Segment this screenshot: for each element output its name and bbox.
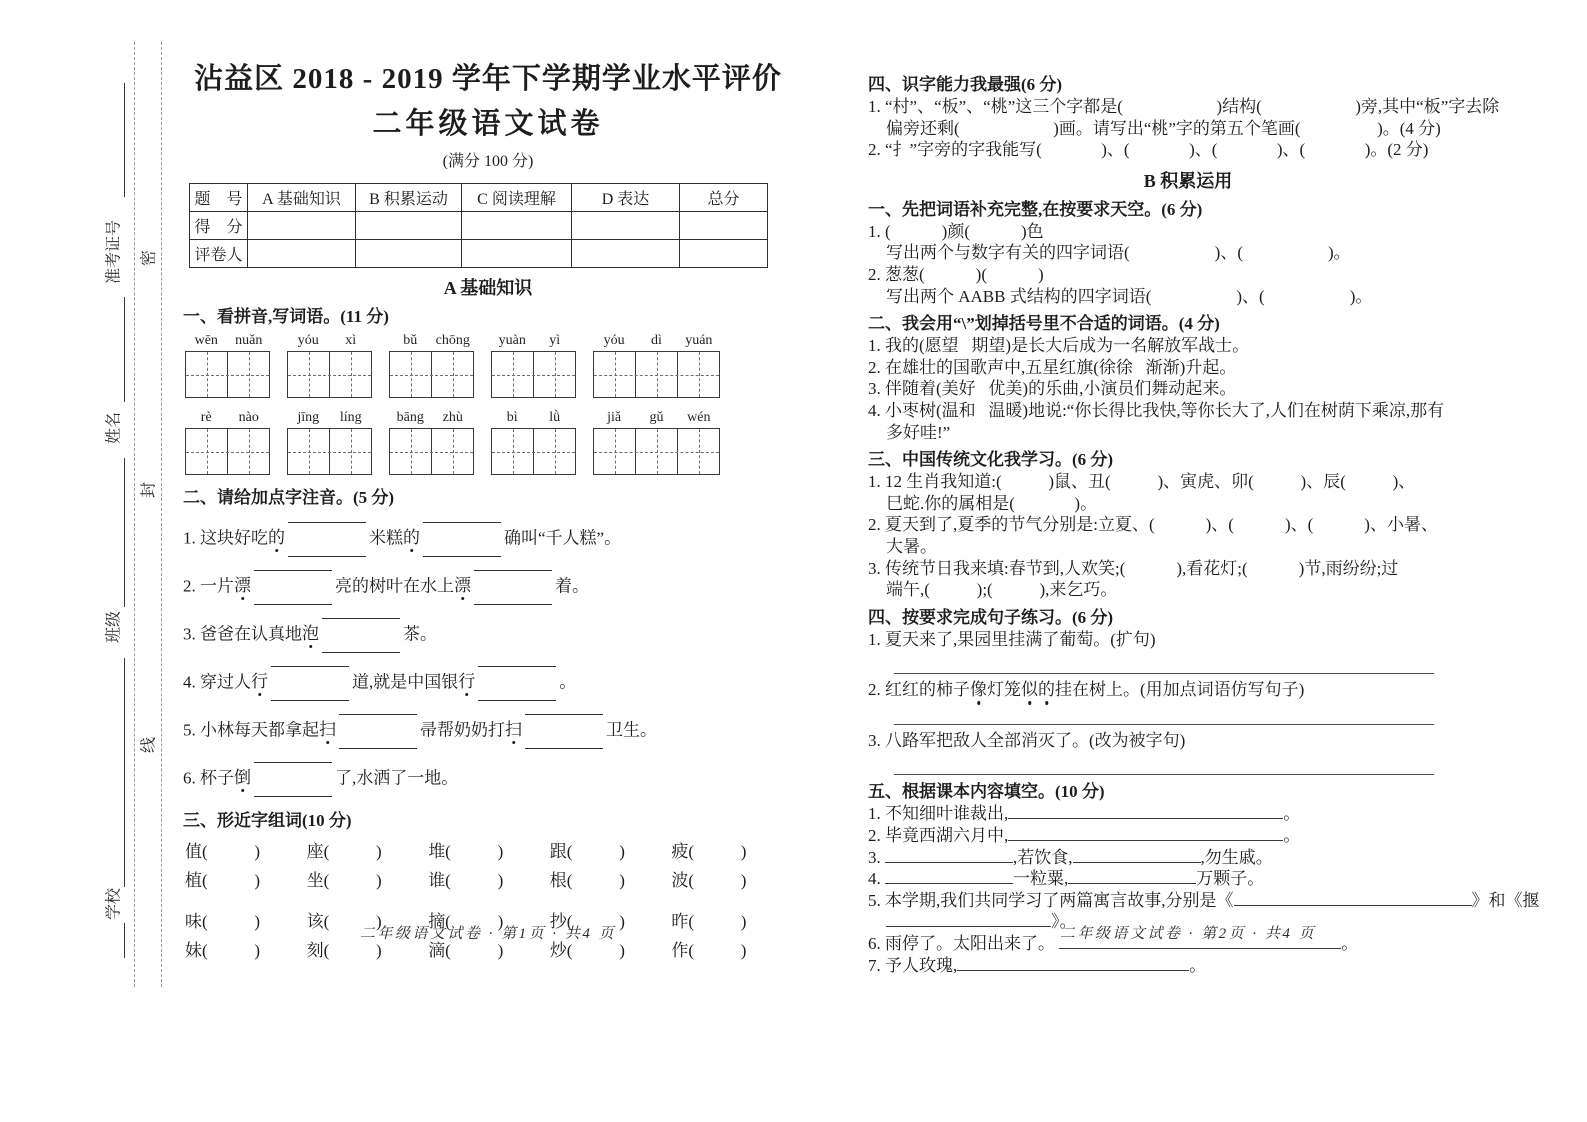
pinyin-syllable: xì xyxy=(345,333,357,348)
question-line: 大暑。 xyxy=(886,536,937,556)
pinyin-box-group xyxy=(185,410,270,475)
writing-grid-cell xyxy=(678,429,719,474)
dotted-char: 扫 xyxy=(505,715,522,740)
paper-title-line1: 沾益区 2018 - 2019 学年下学期学业水平评价 xyxy=(194,63,782,95)
pinyin-syllables xyxy=(287,410,372,426)
word-building-item: 座( ) xyxy=(306,842,382,861)
writing-grid-cell xyxy=(228,352,269,397)
writing-grid-cell xyxy=(390,429,432,474)
pinyin-answer-blank xyxy=(474,570,552,605)
word-building-item: 坐( ) xyxy=(306,871,382,890)
pinyin-syllable: chōng xyxy=(435,333,470,348)
writing-grid-cell xyxy=(228,429,269,474)
pinyin-box-row xyxy=(185,410,793,475)
question-line xyxy=(868,803,1508,825)
score-empty-cell xyxy=(680,212,768,240)
pinyin-syllables xyxy=(287,333,372,349)
full-score-note: (满分 100 分) xyxy=(442,153,534,170)
pinyin-syllable: lǜ xyxy=(549,410,561,425)
text-segment: 挂在树上。(用加点词语仿写句子) xyxy=(1055,680,1305,700)
pinyin-syllable: nào xyxy=(238,410,259,425)
question-line xyxy=(868,890,1540,912)
text-segment: 着。 xyxy=(555,576,589,596)
word-building-item: 滴( ) xyxy=(428,941,504,960)
text-segment: 确叫“千人糕”。 xyxy=(504,528,622,548)
text-segment: 帚帮奶奶打 xyxy=(420,720,505,740)
score-row xyxy=(190,212,768,240)
class-label: 班级 xyxy=(105,610,123,644)
pinyin-syllables xyxy=(389,333,474,349)
seal-char-feng: 封 xyxy=(140,481,158,499)
question-line: 1. 我的(愿望 期望)是长大后成为一名解放军战士。 xyxy=(868,336,1250,356)
score-header-cell: B 积累运动 xyxy=(356,184,462,212)
score-table xyxy=(189,183,768,268)
question-line xyxy=(868,868,1508,890)
answer-blank xyxy=(1008,825,1283,841)
pinyin-syllable: líng xyxy=(339,410,362,425)
writing-grid-cell xyxy=(330,429,371,474)
text-segment: 2. 红红的柿子 xyxy=(868,680,970,700)
writing-grid-cell xyxy=(288,352,330,397)
seal-dashed-line xyxy=(161,42,162,987)
answer-blank xyxy=(1068,868,1196,884)
dotted-char: 的 xyxy=(268,523,285,548)
pinyin-box-group xyxy=(593,410,720,475)
word-building-item: 跟( ) xyxy=(549,842,625,861)
writing-grid-cell xyxy=(594,429,636,474)
pinyin-box-row xyxy=(185,333,793,398)
writing-grid-cell xyxy=(492,352,534,397)
score-empty-cell xyxy=(248,240,356,268)
section-heading: 四、识字能力我最强(6 分) xyxy=(868,75,1063,94)
question-line: 偏旁还剩( )画。请写出“桃”字的第五个笔画( )。(4 分) xyxy=(886,118,1441,138)
score-empty-cell xyxy=(572,212,680,240)
question-line xyxy=(868,679,1508,701)
pinyin-syllable: yuán xyxy=(685,333,713,348)
student-name-label: 姓名 xyxy=(105,411,123,445)
text-segment: 4. xyxy=(868,869,885,889)
pinyin-syllable: yóu xyxy=(297,333,319,348)
text-segment: 。 xyxy=(1283,804,1301,824)
text-segment: 3. xyxy=(868,847,885,867)
score-table-header-row xyxy=(190,184,768,212)
writing-grid-cell xyxy=(534,352,575,397)
text-segment: 米糕 xyxy=(369,528,403,548)
grader-row-label: 评卷人 xyxy=(190,240,248,268)
dotted-char: 的 xyxy=(1038,680,1055,700)
dotted-char: 扫 xyxy=(319,715,336,740)
question-line xyxy=(183,522,793,557)
text-segment: 6. 雨停了。太阳出来了。 xyxy=(868,934,1060,954)
question-line xyxy=(183,762,793,797)
word-building-item: 抄( ) xyxy=(549,912,625,931)
margin-field-line xyxy=(124,658,125,887)
text-segment: 5. 小林每天都拿起 xyxy=(183,720,319,740)
answer-rule-line xyxy=(894,724,1434,725)
writing-grid xyxy=(287,351,372,398)
text-segment: 万颗子。 xyxy=(1196,869,1265,889)
dotted-char: 倒 xyxy=(234,763,251,788)
pinyin-box-group xyxy=(491,333,576,398)
pinyin-answer-blank xyxy=(288,522,366,557)
text-segment: 3. 爸爸在认真地 xyxy=(183,624,302,644)
score-empty-cell xyxy=(356,212,462,240)
word-building-item: 植( ) xyxy=(185,871,261,890)
pinyin-syllable: wén xyxy=(687,410,711,425)
question-line: 3. 八路军把敌人全部消灭了。(改为被字句) xyxy=(868,730,1186,750)
text-segment: 》和《揠 xyxy=(1471,890,1540,910)
section-heading: 二、我会用“\”划掉括号里不合适的词语。(4 分) xyxy=(868,314,1220,334)
text-segment: 灯笼 xyxy=(987,680,1021,700)
word-building-item: 妹( ) xyxy=(185,941,261,960)
word-building-item: 值( ) xyxy=(185,842,261,861)
dotted-char: 泡 xyxy=(302,619,319,644)
score-header-cell: C 阅读理解 xyxy=(462,184,572,212)
pinyin-answer-blank xyxy=(271,666,349,701)
page-1 xyxy=(183,0,793,1122)
word-building-item: 味( ) xyxy=(185,912,261,931)
text-segment: 5. 本学期,我们共同学习了两篇寓言故事,分别是《 xyxy=(868,890,1234,910)
dotted-char: 漂 xyxy=(234,571,251,596)
grader-row xyxy=(190,240,768,268)
writing-grid-cell xyxy=(492,429,534,474)
score-empty-cell xyxy=(356,240,462,268)
paper-title-line2: 二年级语文试卷 xyxy=(372,108,604,140)
score-empty-cell xyxy=(572,240,680,268)
answer-blank xyxy=(885,847,1013,863)
dotted-char: 似 xyxy=(1021,680,1038,700)
question-line xyxy=(868,825,1508,847)
text-segment: 一粒粟, xyxy=(1013,869,1069,889)
section-a-title: A 基础知识 xyxy=(443,278,533,298)
pinyin-syllable: yì xyxy=(549,333,561,348)
text-segment: 2. 一片 xyxy=(183,576,234,596)
exam-id-label: 准考证号 xyxy=(105,219,123,285)
pinyin-syllable: rè xyxy=(200,410,212,425)
pinyin-syllable: bǔ xyxy=(403,333,418,348)
seal-dashed-line xyxy=(134,42,135,987)
question-line xyxy=(183,666,793,701)
seal-char-mi: 密 xyxy=(140,249,158,267)
dotted-char: 行 xyxy=(458,667,475,692)
word-building-item: 堆( ) xyxy=(428,842,504,861)
writing-grid-cell xyxy=(636,429,678,474)
answer-blank xyxy=(1234,890,1472,906)
text-segment: 》。 xyxy=(1051,912,1077,932)
word-building-item: 昨( ) xyxy=(671,912,747,931)
pinyin-syllable: jiǎ xyxy=(607,410,622,425)
word-building-item: 摘( ) xyxy=(428,912,504,931)
score-header-cell: 总分 xyxy=(680,184,768,212)
page-2 xyxy=(868,0,1540,1122)
text-segment: 6. 杯子 xyxy=(183,768,234,788)
page1-question-blocks xyxy=(183,306,793,961)
question-line: 3. 伴随着(美好 优美)的乐曲,小演员们舞动起来。 xyxy=(868,379,1237,399)
writing-grid-cell xyxy=(432,352,473,397)
score-empty-cell xyxy=(462,240,572,268)
pinyin-syllable: dì xyxy=(651,333,662,348)
word-building-item: 谁( ) xyxy=(428,871,504,890)
margin-field-line xyxy=(124,458,125,607)
pinyin-syllables xyxy=(185,333,270,349)
score-header-cell: D 表达 xyxy=(572,184,680,212)
text-segment: 1. 不知细叶谁裁出, xyxy=(868,804,1009,824)
text-segment: 卫生。 xyxy=(606,720,657,740)
pinyin-syllables xyxy=(491,333,576,349)
writing-grid-cell xyxy=(390,352,432,397)
question-line: 1. “村”、“板”、“桃”这三个字都是( )结构( )旁,其中“板”字去除 xyxy=(868,97,1500,116)
word-building-item: 波( ) xyxy=(671,871,747,890)
pinyin-answer-blank xyxy=(423,522,501,557)
question-line: 多好哇!” xyxy=(886,422,951,442)
pinyin-syllables xyxy=(491,410,576,426)
question-line xyxy=(868,847,1508,869)
writing-grid-cell xyxy=(678,352,719,397)
question-line: 写出两个与数字有关的四字词语( )、( )。 xyxy=(886,243,1351,263)
text-segment: ,若饮食, xyxy=(1013,847,1073,867)
question-line: 2. “扌”字旁的字我能写( )、( )、( )、( )。(2 分) xyxy=(868,140,1429,160)
dotted-char: 的 xyxy=(403,523,420,548)
pinyin-syllable: gǔ xyxy=(649,410,664,425)
pinyin-syllables xyxy=(185,410,270,426)
text-segment: 。 xyxy=(1189,955,1207,975)
question-line: 1. 夏天来了,果园里挂满了葡萄。(扩句) xyxy=(868,629,1156,649)
pinyin-box-group xyxy=(491,410,576,475)
pinyin-answer-blank xyxy=(339,714,417,749)
writing-grid xyxy=(389,428,474,475)
pinyin-syllable: bì xyxy=(506,410,518,425)
writing-grid-cell xyxy=(636,352,678,397)
section-heading: 一、看拼音,写词语。(11 分) xyxy=(183,307,389,326)
word-building-item: 该( ) xyxy=(306,912,382,931)
question-line xyxy=(183,714,793,749)
writing-grid xyxy=(185,351,270,398)
margin-field-line xyxy=(124,83,125,197)
text-segment: 。 xyxy=(559,672,577,692)
pinyin-syllable: yóu xyxy=(603,333,625,348)
question-line: 1. ( )颜( )色 xyxy=(868,221,1044,241)
text-segment: ,勿生戚。 xyxy=(1200,847,1273,867)
answer-blank xyxy=(1008,803,1283,819)
question-line xyxy=(183,570,793,605)
pinyin-answer-blank xyxy=(525,714,603,749)
seal-char-xian: 线 xyxy=(140,736,158,754)
pinyin-syllables xyxy=(593,410,720,426)
score-row-label: 得 分 xyxy=(190,212,248,240)
question-line xyxy=(183,618,793,653)
answer-blank xyxy=(957,955,1189,971)
pinyin-answer-blank xyxy=(478,666,556,701)
pinyin-box-group xyxy=(593,333,720,398)
score-empty-cell xyxy=(248,212,356,240)
pinyin-box-group xyxy=(287,410,372,475)
text-segment: 茶。 xyxy=(403,624,437,644)
answer-rule-line xyxy=(894,774,1434,775)
score-empty-cell xyxy=(680,240,768,268)
text-segment: 了,水洒了一地。 xyxy=(335,768,459,788)
word-building-item: 刻( ) xyxy=(306,941,382,960)
word-building-grid xyxy=(185,837,793,891)
text-segment: 。 xyxy=(1341,934,1359,954)
question-line: 2. 夏天到了,夏季的节气分别是:立夏、( )、( )、( )、小暑、 xyxy=(868,515,1438,535)
writing-grid xyxy=(491,351,576,398)
writing-grid-cell xyxy=(288,429,330,474)
dotted-char: 漂 xyxy=(454,571,471,596)
pinyin-box-group xyxy=(389,333,474,398)
pinyin-syllable: yuàn xyxy=(498,333,526,348)
word-building-item: 作( ) xyxy=(671,941,747,960)
pinyin-box-group xyxy=(287,333,372,398)
pinyin-syllable: zhù xyxy=(442,410,463,425)
section-heading: 一、先把词语补充完整,在按要求天空。(6 分) xyxy=(868,199,1203,219)
section-heading: 三、形近字组词(10 分) xyxy=(183,811,352,830)
pinyin-syllables xyxy=(593,333,720,349)
writing-grid xyxy=(593,428,720,475)
pinyin-syllables xyxy=(389,410,474,426)
writing-grid-cell xyxy=(186,352,228,397)
margin-field-line xyxy=(124,297,125,402)
writing-grid-cell xyxy=(432,429,473,474)
text-segment: 7. 予人玫瑰, xyxy=(868,955,958,975)
text-segment: 。 xyxy=(1283,826,1301,846)
pinyin-syllable: wēn xyxy=(194,333,218,348)
score-header-cell: A 基础知识 xyxy=(248,184,356,212)
pinyin-box-group xyxy=(389,410,474,475)
score-empty-cell xyxy=(462,212,572,240)
writing-grid-cell xyxy=(594,352,636,397)
question-line: 端午,( );( ),来乞巧。 xyxy=(886,580,1118,600)
writing-grid-cell xyxy=(186,429,228,474)
question-line: 4. 小枣树(温和 温暖)地说:“你长得比我快,等你长大了,人们在树荫下乘凉,那有 xyxy=(868,400,1445,420)
text-segment: 道,就是中国银 xyxy=(352,672,459,692)
writing-grid xyxy=(389,351,474,398)
pinyin-syllable: jīng xyxy=(297,410,320,425)
writing-grid xyxy=(593,351,720,398)
pinyin-answer-blank xyxy=(322,618,400,653)
question-line xyxy=(868,955,1508,977)
pinyin-answer-blank xyxy=(254,570,332,605)
writing-grid xyxy=(491,428,576,475)
section-heading: 三、中国传统文化我学习。(6 分) xyxy=(868,450,1114,470)
pinyin-box-group xyxy=(185,333,270,398)
margin-field-line xyxy=(124,923,125,958)
writing-grid-cell xyxy=(330,352,371,397)
answer-rule-line xyxy=(894,673,1434,674)
school-label: 学校 xyxy=(105,887,123,921)
text-segment: 2. 毕竟西湖六月中, xyxy=(868,826,1009,846)
dotted-char: 像 xyxy=(970,680,987,700)
page2-question-blocks xyxy=(868,74,1540,976)
word-building-item: 炒( ) xyxy=(549,941,625,960)
question-line: 2. 葱葱( )( ) xyxy=(868,264,1044,284)
writing-grid xyxy=(185,428,270,475)
section-heading: 二、请给加点字注音。(5 分) xyxy=(183,488,395,507)
question-line: 3. 传统节日我来填:春节到,人欢笑;( ),看花灯;( )节,雨纷纷;过 xyxy=(868,558,1399,578)
page1-footer: 二年级语文试卷 · 第1页 · 共4 页 xyxy=(359,926,617,942)
word-building-item: 疲( ) xyxy=(671,842,747,861)
section-center-title: B 积累运用 xyxy=(1143,170,1233,191)
section-heading: 四、按要求完成句子练习。(6 分) xyxy=(868,607,1114,627)
section-heading: 五、根据课本内容填空。(10 分) xyxy=(868,782,1105,802)
text-segment: 1. 这块好吃 xyxy=(183,528,268,548)
question-line: 2. 在雄壮的国歌声中,五星红旗(徐徐 渐渐)升起。 xyxy=(868,357,1237,377)
question-line: 巳蛇.你的属相是( )。 xyxy=(886,493,1098,513)
question-line: 写出两个 AABB 式结构的四字词语( )、( )。 xyxy=(886,286,1373,306)
answer-blank xyxy=(885,868,1013,884)
dotted-char: 行 xyxy=(251,667,268,692)
page2-footer: 二年级语文试卷 · 第2页 · 共4 页 xyxy=(1059,926,1317,942)
pinyin-answer-blank xyxy=(254,762,332,797)
question-line: 1. 12 生肖我知道:( )鼠、丑( )、寅虎、卯( )、辰( )、 xyxy=(868,472,1416,492)
text-segment: 亮的树叶在水上 xyxy=(335,576,454,596)
text-segment: 4. 穿过人 xyxy=(183,672,251,692)
pinyin-syllable: nuǎn xyxy=(235,333,263,348)
answer-blank xyxy=(1073,847,1201,863)
writing-grid-cell xyxy=(534,429,575,474)
writing-grid xyxy=(287,428,372,475)
score-header-cell: 题 号 xyxy=(190,184,248,212)
word-building-item: 根( ) xyxy=(549,871,625,890)
pinyin-syllable: bāng xyxy=(396,410,424,425)
